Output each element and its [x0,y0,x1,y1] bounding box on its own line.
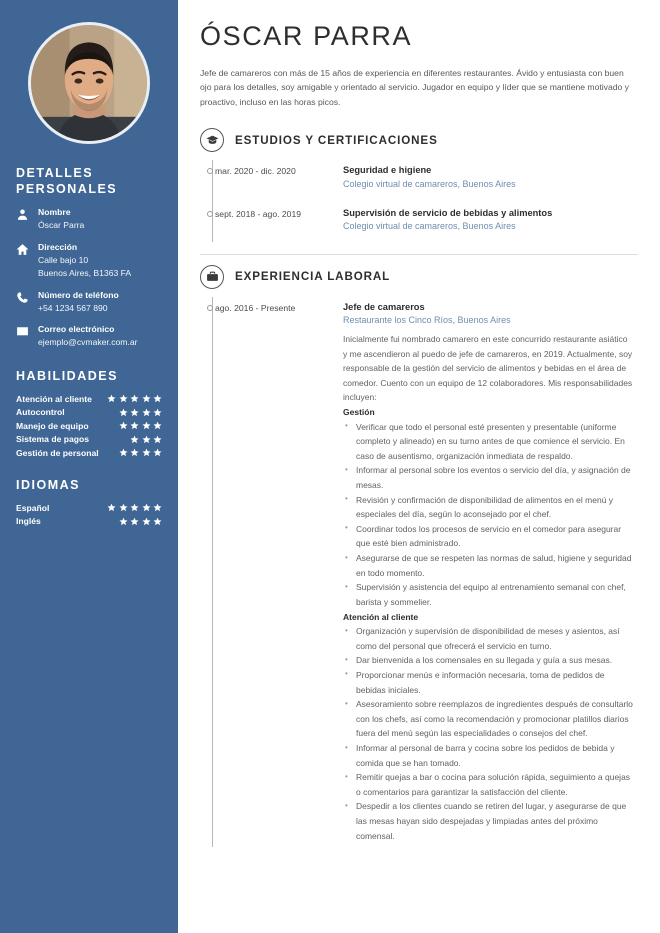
skills-name: Atención al cliente [16,393,92,404]
star-icon [130,421,139,430]
timeline-dot [207,211,213,217]
star-icon [153,435,162,444]
star-icon [153,408,162,417]
detail-row-phone [16,289,162,315]
star-icon [130,394,139,403]
skills-row [16,394,162,404]
bullet-item: • Asesoramiento sobre reemplazos de ingredientes después de consultarlo con los chefs, así como la recomendación y promocionar platillos diarios fuera del menú según las especialidades o consejos del chef. [343,697,634,741]
star-icon [119,408,128,417]
section-divider [200,254,638,255]
personal-details-heading-line2: PERSONALES [16,181,118,196]
skills-rating [119,421,163,430]
envelope-icon [16,323,29,338]
avatar-wrapper [16,22,162,144]
avatar [28,22,150,144]
skills-name: Autocontrol [16,407,65,418]
detail-label-address: Dirección [38,242,78,253]
education-entry-title: Seguridad e higiene [343,165,432,176]
languages-name: Inglés [16,516,41,527]
skills-row [16,448,162,458]
graduation-cap-icon [200,128,224,152]
skills-name: Manejo de equipo [16,420,89,431]
star-icon [153,421,162,430]
bullet-item: • Asegurarse de que se respeten las normas de salud, higiene y seguridad en todo momento. [343,551,634,580]
experience-entry-title: Jefe de camareros [343,301,425,312]
education-timeline [200,156,638,242]
detail-value-address-line2: Buenos Aires, B1363 FA [38,267,132,278]
detail-row-email [16,323,162,349]
languages-list [16,503,162,527]
education-entry [215,199,638,242]
bullet-item: • Despedir a los clientes cuando se retiren del lugar, y asegurarse de que las mesas hayan sido despejadas y limpiadas antes del próximo comensal. [343,799,634,843]
detail-row-name [16,206,162,232]
star-icon [153,517,162,526]
star-icon [142,435,151,444]
experience-entry-date: ago. 2016 - Presente [215,302,296,313]
star-icon [119,448,128,457]
star-icon [142,421,151,430]
detail-label-name: Nombre [38,207,71,218]
star-icon [153,448,162,457]
bullet-item: • Remitir quejas a bar o cocina para solución rápida, seguimiento a quejas o comentarios para garantizar la satisfacción del cliente. [343,770,634,799]
star-icon [119,503,128,512]
skills-rating [119,448,163,457]
detail-value-email: ejemplo@cvmaker.com.ar [38,337,138,348]
languages-rating [107,503,162,512]
home-icon [16,241,29,256]
star-icon [119,517,128,526]
star-icon [119,421,128,430]
skills-list [16,394,162,458]
avatar-illustration [31,25,147,141]
star-icon [119,394,128,403]
skills-rating [107,394,162,403]
timeline-dot [207,168,213,174]
experience-group1-label: Gestión [343,406,375,417]
bullet-item: • Informar al personal de barra y cocina sobre los pedidos de bebida y comida que se han tomado. [343,741,634,770]
detail-row-address [16,241,162,280]
bullet-item: • Proporcionar menús e información necesaria, toma de pedidos de bebidas iniciales. [343,668,634,697]
skills-name: Gestión de personal [16,447,99,458]
skills-rating [130,435,162,444]
main-content [178,0,660,933]
personal-details-heading-line1: DETALLES [16,166,94,180]
timeline-line [212,297,213,847]
experience-timeline [200,293,638,847]
education-entry-title: Supervisión de servicio de bebidas y alimentos [343,208,553,218]
detail-value-address-line1: Calle bajo 10 [38,254,89,265]
experience-entry [215,293,638,847]
skills-row [16,421,162,431]
star-icon [130,448,139,457]
education-section-title: ESTUDIOS Y CERTIFICACIONES [235,133,438,147]
education-entry-subtitle: Colegio virtual de camareros, Buenos Aires [343,221,516,232]
bullet-item: • Supervisión y asistencia del equipo al entrenamiento semanal con chef, barista y sommelier. [343,580,634,609]
experience-entry-subtitle: Restaurante los Cinco Ríos, Buenos Aires [343,315,511,326]
skills-rating [119,408,163,417]
detail-value-phone: +54 1234 567 890 [38,302,108,313]
star-icon [142,408,151,417]
profile-summary: Jefe de camareros con más de 15 años de experiencia en diferentes restaurantes. Ávido y entusiasta con buen ojo para los detalles, soy amigable y orientado al servicio. Jugador en equipo y líder que se mantiene motivado y proactivo, incluso en las horas picos. [200,67,629,108]
star-icon [142,517,151,526]
skills-heading: HABILIDADES [16,369,118,384]
briefcase-icon [200,265,224,289]
detail-label-phone: Número de teléfono [38,289,119,300]
sidebar [0,0,178,933]
experience-entry-paragraph: Inicialmente fui nombrado camarero en este concurrido restaurante asiático y me ascendieron al puedo de jefe de camareros, en 2019. Actualmente, soy responsable de la gestión del servicio de alimentos y bebidas en el área de comedor. Cuento con un equipo de 12 colaboradores. Mis responsabilidades incluyen: [343,333,633,403]
education-entry-date: sept. 2018 - ago. 2019 [215,209,302,219]
detail-value-name: Óscar Parra [38,220,85,231]
star-icon [142,448,151,457]
experience-group2-bullets [343,624,634,843]
bullet-item: • Revisión y confirmación de disponibilidad de alimentos en el menú y especiales del día, según lo aconsejado por el chef. [343,493,634,522]
languages-name: Español [16,502,50,513]
experience-group1-bullets [343,420,634,610]
education-entry [215,156,638,199]
languages-rating [119,517,163,526]
languages-heading: IDIOMAS [16,477,80,492]
star-icon [107,394,116,403]
star-icon [142,394,151,403]
experience-section-title: EXPERIENCIA LABORAL [235,270,391,284]
languages-row [16,516,162,526]
experience-section-header [200,265,638,289]
page-title: ÓSCAR PARRA [200,21,413,51]
phone-icon [16,289,29,304]
timeline-dot [207,305,213,311]
star-icon [130,517,139,526]
star-icon [130,435,139,444]
education-entry-date: mar. 2020 - dic. 2020 [215,166,296,177]
personal-details-heading [16,166,162,197]
star-icon [130,503,139,512]
star-icon [153,394,162,403]
star-icon [130,408,139,417]
detail-label-email: Correo electrónico [38,324,115,335]
person-icon [16,206,29,221]
bullet-item: • Verificar que todo el personal esté presenten y presentable (uniforme completo y alineado) en su turno antes de que comience el servicio. En caso de ausentismo, organización inmediata de respaldo. [343,420,634,464]
skills-row [16,434,162,444]
bullet-item: • Coordinar todos los procesos de servicio en el comedor para asegurar que esté bien administrado. [343,522,634,551]
experience-group2-label: Atención al cliente [343,611,419,622]
star-icon [107,503,116,512]
bullet-item: • Informar al personal sobre los eventos o servicio del día, y asignación de mesas. [343,463,634,492]
star-icon [153,503,162,512]
education-section [200,128,638,242]
skills-row [16,407,162,417]
bullet-item: • Dar bienvenida a los comensales en su llegada y guía a sus mesas. [343,653,634,668]
star-icon [142,503,151,512]
languages-row [16,503,162,513]
experience-section [200,265,638,847]
education-section-header [200,128,638,152]
skills-name: Sistema de pagos [16,434,90,445]
bullet-item: • Organización y supervisión de disponibilidad de meses y asientos, así como del personal que ofrecerá el servicio en turno. [343,624,634,653]
education-entry-subtitle: Colegio virtual de camareros, Buenos Aires [343,178,516,189]
